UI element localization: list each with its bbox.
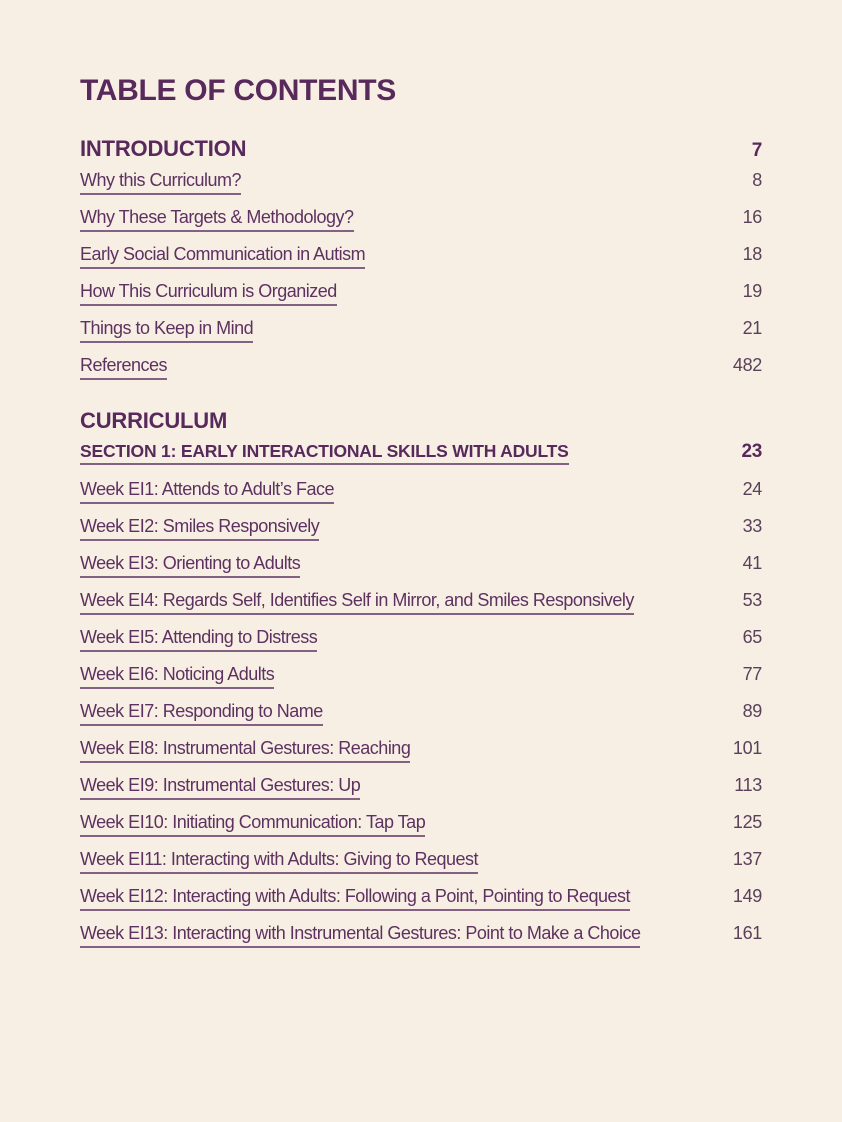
toc-subsection-page: 23	[741, 441, 762, 462]
toc-section-entries	[80, 168, 762, 380]
toc-entry	[80, 551, 762, 578]
toc-entry	[80, 921, 762, 948]
toc-entry	[80, 773, 762, 800]
toc-entry-page: 482	[732, 355, 762, 375]
toc-entry-link[interactable]: Week EI9: Instrumental Gestures: Up	[80, 773, 360, 800]
toc-section-heading: CURRICULUM	[80, 408, 228, 433]
toc-section-entries	[80, 440, 762, 948]
toc-entry-page: 149	[732, 886, 762, 906]
toc-entry	[80, 514, 762, 541]
toc-entry	[80, 810, 762, 837]
toc-entry-link[interactable]: References	[80, 353, 167, 380]
toc-entry	[80, 353, 762, 380]
toc-entry-link[interactable]: Week EI3: Orienting to Adults	[80, 551, 300, 578]
toc-entry	[80, 736, 762, 763]
toc-entry-link[interactable]: Why These Targets & Methodology?	[80, 205, 354, 232]
toc-entry-page: 125	[732, 812, 762, 832]
toc-entry-link[interactable]: Week EI10: Initiating Communication: Tap Tap	[80, 810, 425, 837]
toc-subsection-link[interactable]: SECTION 1: EARLY INTERACTIONAL SKILLS WITH ADULTS	[80, 440, 569, 465]
toc-entry-page: 18	[742, 244, 762, 264]
toc-entry	[80, 205, 762, 232]
toc-entry-link[interactable]: Week EI8: Instrumental Gestures: Reaching	[80, 736, 410, 763]
toc-entry-link[interactable]: Week EI5: Attending to Distress	[80, 625, 317, 652]
toc-entry-page: 33	[742, 516, 762, 536]
toc-entry-link[interactable]: Week EI4: Regards Self, Identifies Self in Mirror, and Smiles Responsively	[80, 588, 634, 615]
toc-entry	[80, 242, 762, 269]
toc-entry-link[interactable]: Week EI12: Interacting with Adults: Following a Point, Pointing to Request	[80, 884, 630, 911]
toc-entry-link[interactable]: Week EI2: Smiles Responsively	[80, 514, 319, 541]
toc-entry-page: 137	[732, 849, 762, 869]
toc-entry-page: 24	[742, 479, 762, 499]
toc-section-heading: INTRODUCTION	[80, 136, 247, 161]
toc-entry-page: 113	[734, 775, 762, 795]
toc-entry-link[interactable]: Week EI7: Responding to Name	[80, 699, 323, 726]
toc-entry-page: 65	[742, 627, 762, 647]
toc-entry-link[interactable]: Things to Keep in Mind	[80, 316, 253, 343]
toc-section-heading-row	[80, 408, 762, 434]
toc-entry	[80, 625, 762, 652]
toc-entry-link[interactable]: How This Curriculum is Organized	[80, 279, 337, 306]
toc-entry	[80, 279, 762, 306]
toc-entry-link[interactable]: Week EI6: Noticing Adults	[80, 662, 274, 689]
toc-entry-page: 21	[742, 318, 762, 338]
toc-entry	[80, 477, 762, 504]
toc-section-heading-row	[80, 136, 762, 162]
toc-entry-page: 77	[742, 664, 762, 684]
toc-entry-page: 41	[742, 553, 762, 573]
page-title: TABLE OF CONTENTS	[80, 74, 396, 107]
toc-section	[80, 136, 762, 380]
toc-section	[80, 408, 762, 948]
toc-entry-link[interactable]: Week EI11: Interacting with Adults: Giving to Request	[80, 847, 478, 874]
toc-entry	[80, 662, 762, 689]
toc-entry-page: 53	[742, 590, 762, 610]
toc-entry	[80, 168, 762, 195]
toc-entry-page: 19	[742, 281, 762, 301]
toc-entry-page: 89	[742, 701, 762, 721]
toc-entry	[80, 699, 762, 726]
toc-entry-page: 101	[732, 738, 762, 758]
toc-entry	[80, 316, 762, 343]
toc-entry	[80, 884, 762, 911]
toc-list	[80, 136, 762, 948]
toc-entry	[80, 588, 762, 615]
toc-entry-page: 16	[742, 207, 762, 227]
toc-subsection-row	[80, 440, 762, 465]
toc-entry	[80, 847, 762, 874]
toc-entry-link[interactable]: Week EI13: Interacting with Instrumental Gestures: Point to Make a Choice	[80, 921, 640, 948]
toc-entry-link[interactable]: Why this Curriculum?	[80, 168, 241, 195]
toc-entry-page: 161	[732, 923, 762, 943]
toc-section-heading-page: 7	[751, 140, 762, 161]
toc-entry-link[interactable]: Week EI1: Attends to Adult’s Face	[80, 477, 334, 504]
toc-entry-link[interactable]: Early Social Communication in Autism	[80, 242, 365, 269]
toc-entry-page: 8	[752, 170, 762, 190]
